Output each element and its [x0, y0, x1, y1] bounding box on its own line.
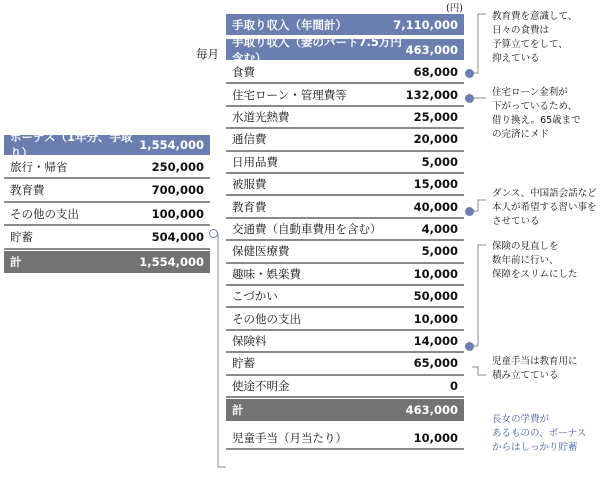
monthly-item-value: 15,000 — [413, 177, 458, 192]
monthly-item-value: 65,000 — [413, 356, 458, 371]
monthly-item-value: 50,000 — [413, 289, 458, 304]
monthly-item-label: 保険料 — [232, 333, 267, 348]
monthly-item-value: 40,000 — [413, 199, 458, 214]
note-food: 教育費を意識して、 日々の食費は 予算立てをして、 抑えている — [492, 11, 578, 64]
monthly-item-label: 貯蓄 — [232, 356, 255, 371]
monthly-item-label: こづかい — [232, 289, 278, 304]
child-allowance-value: 10,000 — [413, 431, 458, 445]
marker-insurance — [465, 342, 474, 351]
marker-bonus-savings — [209, 229, 218, 238]
connector-food — [472, 14, 486, 73]
income-monthly-value: 463,000 — [405, 42, 458, 57]
bonus-item-value: 250,000 — [151, 159, 204, 174]
monthly-item-label: 住宅ローン・管理費等 — [232, 87, 347, 102]
bonus-item-label: 貯蓄 — [10, 230, 33, 244]
bonus-item-label: その他の支出 — [10, 206, 79, 221]
bonus-total-label: 計 — [10, 255, 22, 269]
monthly-total-value: 463,000 — [405, 403, 458, 417]
monthly-item-value: 10,000 — [413, 266, 458, 281]
income-annual-value: 7,110,000 — [393, 17, 458, 32]
connector-insurance — [472, 245, 486, 346]
bonus-head-label: ボーナス（1年分、手取り） — [10, 130, 133, 160]
connector-education — [472, 200, 486, 211]
monthly-item-label: 教育費 — [232, 199, 267, 214]
unit-label: (円) — [446, 3, 463, 14]
monthly-label: 毎月 — [196, 47, 219, 61]
marker-food — [465, 69, 474, 78]
note-allowance: 児童手当は教育用に 積み立てている — [492, 356, 578, 381]
note-education: ダンス、中国語会話など 本人が希望する習い事を させている — [492, 188, 597, 227]
bonus-total-value: 1,554,000 — [139, 255, 204, 269]
monthly-item-value: 4,000 — [421, 221, 458, 236]
monthly-item-value: 132,000 — [405, 87, 458, 102]
monthly-item-label: 保健医療費 — [232, 244, 290, 259]
monthly-item-value: 5,000 — [421, 244, 458, 259]
marker-loan — [465, 94, 474, 103]
monthly-item-label: 通信費 — [232, 132, 267, 147]
bonus-item-value: 504,000 — [151, 230, 204, 244]
monthly-item-label: 使途不明金 — [232, 378, 290, 393]
income-monthly-label: 手取り収入（妻のパート7.5万円含む） — [232, 34, 402, 65]
monthly-item-value: 5,000 — [421, 154, 458, 169]
note-savings: 長女の学費が あるものの、ボーナス からはしっかり貯蓄 — [492, 414, 587, 453]
monthly-total-label: 計 — [232, 403, 244, 417]
bonus-item-label: 旅行・帰省 — [10, 159, 68, 174]
monthly-item-value: 14,000 — [413, 333, 458, 348]
monthly-item-label: 交通費（自動車費用を含む） — [232, 221, 382, 236]
monthly-item-label: 日用品費 — [232, 154, 278, 169]
monthly-item-value: 25,000 — [413, 109, 458, 124]
bonus-item-label: 教育費 — [10, 183, 45, 197]
marker-education — [465, 207, 474, 216]
monthly-item-label: 水道光熱費 — [232, 109, 290, 124]
connector-savings-bonus — [218, 234, 226, 467]
bonus-head-value: 1,554,000 — [139, 138, 204, 152]
monthly-item-value: 0 — [449, 378, 458, 393]
note-loan: 住宅ローン金利が 下がっているため、 借り換え。65歳まで の完済にメド — [492, 87, 581, 140]
note-insurance: 保険の見直しを 数年前に行い、 保障をスリムにした — [492, 241, 578, 280]
monthly-item-value: 68,000 — [413, 65, 458, 80]
monthly-item-label: 被服費 — [232, 177, 267, 192]
monthly-item-value: 20,000 — [413, 132, 458, 147]
monthly-item-label: 趣味・娯楽費 — [232, 266, 301, 281]
monthly-item-value: 10,000 — [413, 311, 458, 326]
connector-allowance — [472, 367, 486, 375]
income-annual-label: 手取り収入（年間計） — [232, 17, 347, 32]
monthly-item-label: その他の支出 — [232, 311, 301, 326]
child-allowance-label: 児童手当（月当たり） — [232, 431, 347, 445]
bonus-item-value: 100,000 — [151, 206, 204, 221]
monthly-item-label: 食費 — [232, 65, 255, 80]
bonus-item-value: 700,000 — [151, 183, 204, 197]
